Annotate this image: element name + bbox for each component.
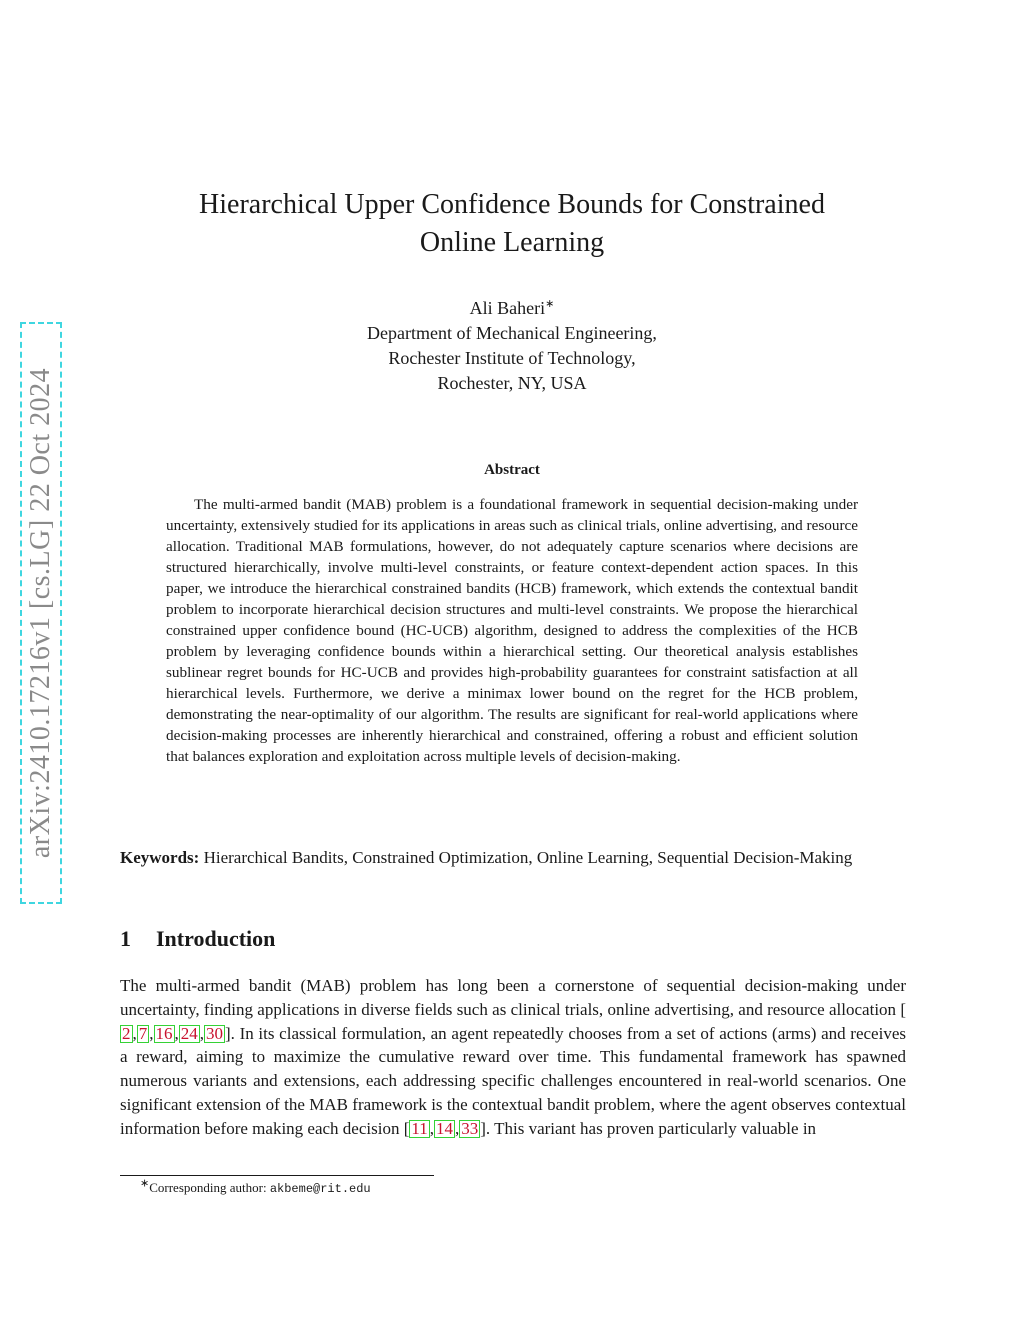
intro-text-2: ]. In its classical formulation, an agent repeatedly chooses from a set of actions (arms) and receives a reward, aiming to maximize the cumulative reward over time. This fundamental framework has spawned numerous variants and extensions, each addressing specific challenges encountered in real-world scenarios. One significant extension of the MAB framework is the contextual bandit problem, where the agent observes contextual information before making each decision [: [120, 1023, 906, 1138]
citation-link[interactable]: 7: [138, 1023, 148, 1043]
intro-text-1: The multi-armed bandit (MAB) problem has long been a cornerstone of sequential decision-making under uncertainty, finding applications in diverse fields such as clinical trials, online advertising, and resource allocation [: [120, 976, 906, 1019]
section-heading: [120, 926, 275, 952]
citation-link[interactable]: 24: [180, 1023, 198, 1043]
author-footnote-mark: ∗: [545, 298, 555, 310]
intro-paragraph: [120, 974, 906, 1141]
keywords-text: Hierarchical Bandits, Constrained Optimization, Online Learning, Sequential Decision-Making: [203, 848, 853, 867]
intro-text-3: ]. This variant has proven particularly valuable in: [480, 1118, 817, 1138]
footnote-label: Corresponding author:: [149, 1180, 270, 1195]
author-name: Ali Baheri: [469, 298, 546, 318]
title-line-1: Hierarchical Upper Confidence Bounds for Constrained: [199, 189, 825, 220]
keywords-label: Keywords:: [120, 848, 200, 867]
arxiv-stamp: [20, 322, 62, 904]
arxiv-stamp-text: arXiv:2410.17216v1 [cs.LG] 22 Oct 2024: [25, 367, 56, 859]
citation-group-2: 11 , 14 , 33: [411, 1118, 479, 1138]
citation-group-1: 2 , 7 , 16 , 24 , 30: [122, 1023, 223, 1043]
author-location: Rochester, NY, USA: [437, 373, 587, 393]
keywords: [120, 846, 910, 870]
author-name-line: [120, 296, 904, 321]
citation-link[interactable]: 11: [411, 1118, 428, 1138]
section-title: Introduction: [156, 926, 276, 951]
author-institute: Rochester Institute of Technology,: [388, 348, 636, 368]
citation-link[interactable]: 16: [155, 1023, 173, 1043]
footnote: [140, 1177, 371, 1196]
title-line-2: Online Learning: [419, 227, 605, 258]
footnote-email[interactable]: akbeme@rit.edu: [269, 1182, 371, 1196]
footnote-rule: [120, 1175, 434, 1176]
abstract-heading: Abstract: [484, 462, 540, 478]
author-block: [120, 296, 904, 396]
citation-link[interactable]: 30: [206, 1023, 223, 1043]
citation-link[interactable]: 33: [461, 1118, 479, 1138]
citation-link[interactable]: 14: [436, 1118, 453, 1138]
paper-title: [120, 186, 904, 262]
citation-link[interactable]: 2: [122, 1023, 131, 1043]
abstract-text: The multi-armed bandit (MAB) problem is a foundational framework in sequential decision-making under uncertainty, extensively studied for its applications in areas such as clinical trials, online advertising, and resource allocation. Traditional MAB formulations, however, do not adequately capture scenarios where decisions are structured hierarchically, involve multi-level constraints, or feature context-dependent action spaces. In this paper, we introduce the hierarchical constrained bandits (HCB) framework, which extends the contextual bandit problem to incorporate hierarchical decision structures and multi-level constraints. We propose the hierarchical constrained upper confidence bound (HC-UCB) algorithm, designed to address the complexities of the HCB problem by leveraging confidence bounds within a hierarchical setting. Our theoretical analysis establishes sublinear regret bounds for HC-UCB and provides high-probability guarantees for constraint satisfaction at all hierarchical levels. Furthermore, we derive a minimax lower bound on the regret for the HCB problem, demonstrating the near-optimality of our algorithm. The results are significant for real-world applications where decision-making processes are inherently hierarchical and constrained, offering a robust and efficient solution that balances exploration and exploitation across multiple levels of decision-making.: [166, 496, 858, 765]
footnote-mark: ∗: [140, 1177, 150, 1190]
author-department: Department of Mechanical Engineering,: [367, 323, 657, 343]
section-number: 1: [120, 926, 131, 951]
